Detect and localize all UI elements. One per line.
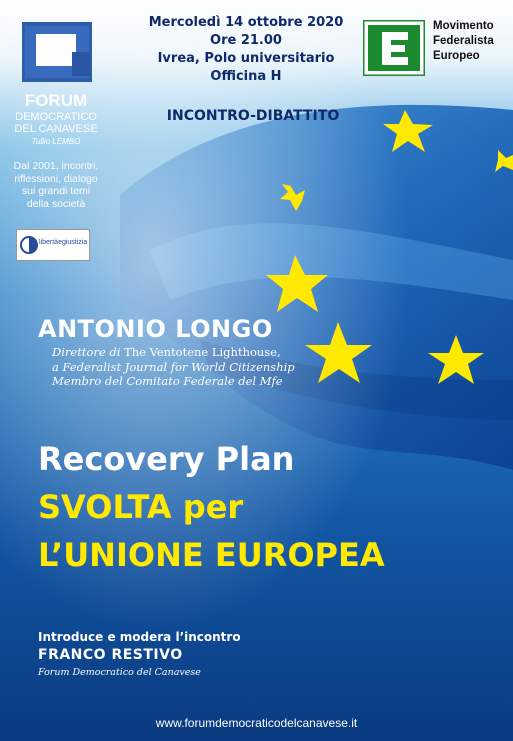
event-time: Ore 21.00	[210, 33, 282, 48]
forum-author: Tullio LEMBO	[31, 137, 81, 146]
title-line-2: SVOLTA per	[38, 488, 244, 526]
website-link[interactable]: www.forumdemocraticodelcanavese.it	[155, 716, 358, 730]
forum-description: Dal 2001, incontri, riflessioni, dialogo sui grandi temi della società	[13, 160, 99, 210]
mfe-name: Movimento Federalista Europeo	[433, 20, 494, 62]
event-date: Mercoledì 14 ottobre 2020	[148, 15, 344, 30]
speaker-name: ANTONIO LONGO	[38, 315, 273, 343]
forum-subtitle: DEMOCRATICO DEL CANAVESE	[14, 111, 98, 135]
event-type: INCONTRO-DIBATTITO	[166, 108, 340, 124]
speaker-role: Direttore di The Ventotene Lighthouse, a Federalist Journal for World Citizenship Membro del Comitato Federale del Mfe	[52, 345, 295, 388]
title-line-3: L’UNIONE EUROPEA	[38, 536, 385, 574]
forum-title: FORUM	[24, 91, 88, 110]
libertagiustizia-logo	[16, 229, 90, 261]
moderator-org: Forum Democratico del Canavese	[38, 667, 201, 678]
lg-logo-icon	[20, 236, 38, 254]
mfe-e-logo-icon	[363, 20, 425, 76]
moderator-intro: Introduce e modera l’incontro	[38, 630, 241, 644]
lg-label: libertàegiustizia	[39, 239, 88, 246]
event-venue: Ivrea, Polo universitario	[157, 51, 335, 66]
title-line-1: Recovery Plan	[38, 440, 295, 478]
event-info	[140, 14, 352, 86]
event-room: Officina H	[210, 69, 282, 84]
moderator-name: FRANCO RESTIVO	[38, 647, 183, 663]
forum-square-logo-icon	[22, 22, 92, 82]
